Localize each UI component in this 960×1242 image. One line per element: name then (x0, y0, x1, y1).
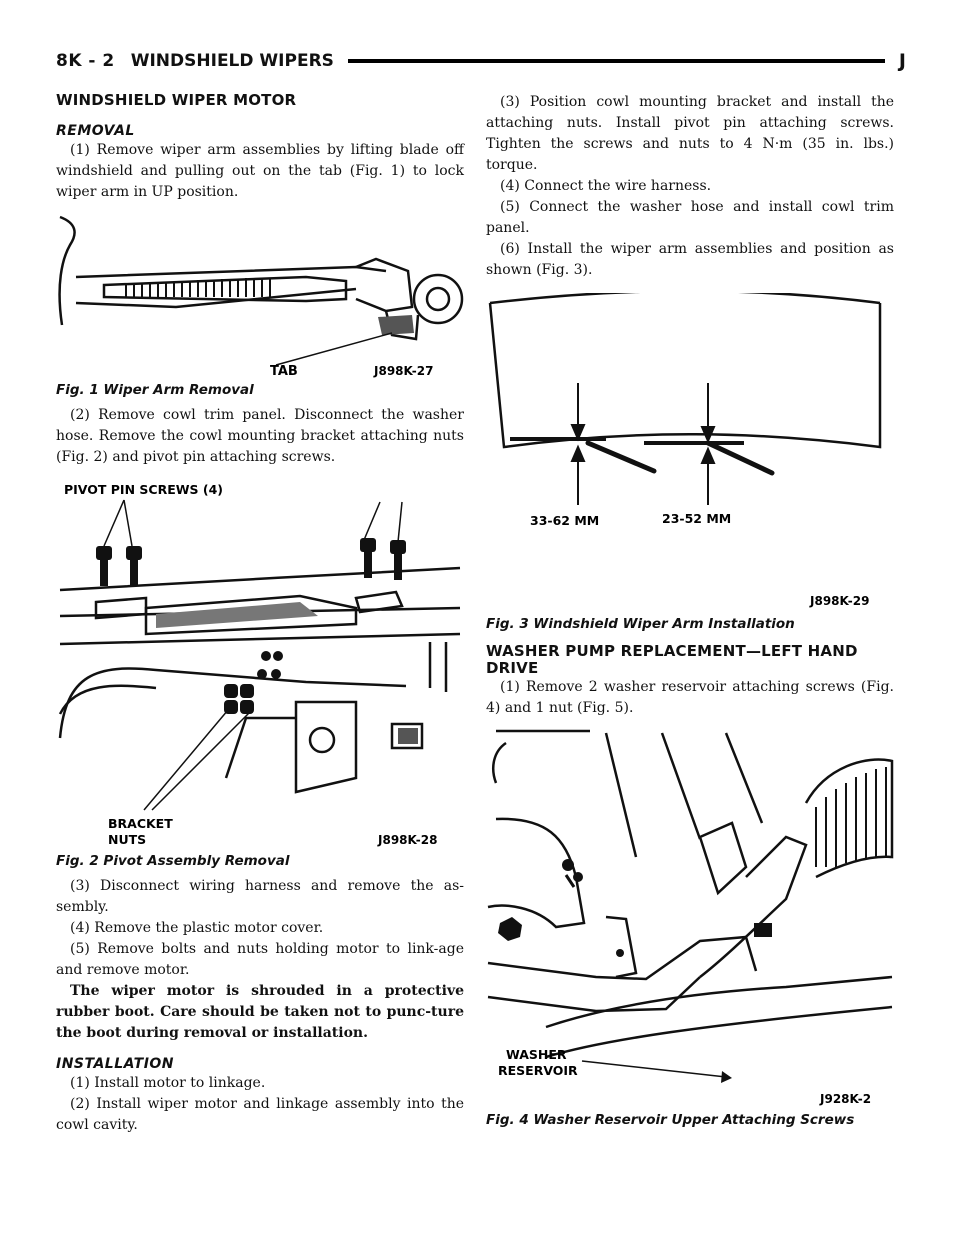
figure-1 (56, 215, 464, 399)
fig2-caption: Fig. 2 Pivot Assembly Removal (56, 853, 290, 869)
install-step-3: (3) Position cowl mounting bracket and install the attaching nuts. Install pivot pin attaching screws. Tighten the screws and nuts to 4 N·m (35 in. lbs.) torque. (486, 94, 894, 173)
install-step-6: (6) Install the wiper arm assemblies and position as shown (Fig. 3). (486, 241, 894, 278)
fig1-caption: Fig. 1 Wiper Arm Removal (56, 382, 254, 398)
left-column (56, 92, 464, 1136)
header-rule (348, 59, 885, 63)
fig2-label-screws: PIVOT PIN SCREWS (4) (64, 482, 224, 497)
right-column (486, 92, 894, 1131)
fig1-code: J898K-27 (374, 364, 434, 378)
wiper-arm-illustration (56, 215, 464, 379)
header-letter: J (898, 50, 906, 72)
install-step-1: (1) Install motor to linkage. (70, 1075, 266, 1091)
washer-step-1: (1) Remove 2 washer reservoir attaching screws (Fig. 4) and 1 nut (Fig. 5). (486, 679, 894, 716)
fig1-label-tab: TAB (270, 364, 298, 379)
fig4-code: J928K-2 (820, 1092, 872, 1106)
install-step-5: (5) Connect the washer hose and install cowl trim panel. (486, 199, 894, 236)
figure-2 (56, 478, 464, 870)
figure-3 (486, 293, 894, 633)
subheading-removal: REMOVAL (56, 123, 135, 139)
removal-step-1: (1) Remove wiper arm assemblies by lifting blade off windshield and pulling out on the tab (Fig. 1) to lock wiper arm in UP position. (56, 142, 464, 200)
wiper-arm-installation-illustration (486, 293, 894, 613)
figure-4 (486, 727, 894, 1129)
fig3-caption: Fig. 3 Windshield Wiper Arm Installation (486, 616, 795, 632)
fig2-label-nuts-1: BRACKET (108, 816, 173, 831)
fig4-caption: Fig. 4 Washer Reservoir Upper Attaching Screws (486, 1112, 855, 1128)
removal-step-2: (2) Remove cowl trim panel. Disconnect the washer hose. Remove the cowl mounting bracket attaching nuts (Fig. 2) and pivot pin attaching screws. (56, 407, 464, 465)
section-title-wiper-motor: WINDSHIELD WIPER MOTOR (56, 91, 297, 109)
section-name: WINDSHIELD WIPERS (130, 51, 334, 71)
pivot-assembly-illustration (56, 478, 464, 850)
removal-step-5: (5) Remove bolts and nuts holding motor to link-age and remove motor. (56, 941, 464, 978)
install-step-2: (2) Install wiper motor and linkage assembly into the cowl cavity. (56, 1096, 464, 1133)
fig3-code: J898K-29 (810, 594, 870, 608)
page-number: 8K - 2 (56, 51, 115, 71)
page-header (56, 46, 906, 76)
fig2-label-nuts-2: NUTS (108, 832, 147, 847)
fig3-label-left: 33-62 MM (530, 513, 600, 528)
section-title-washer-pump-2: DRIVE (486, 659, 539, 677)
removal-step-4: (4) Remove the plastic motor cover. (70, 920, 324, 936)
subheading-installation: INSTALLATION (56, 1056, 175, 1072)
fig2-code: J898K-28 (378, 833, 438, 847)
install-step-4: (4) Connect the wire harness. (500, 178, 712, 194)
fig3-label-right: 23-52 MM (662, 511, 732, 526)
fig4-label-1: WASHER (506, 1047, 567, 1062)
removal-caution-note: The wiper motor is shrouded in a protective rubber boot. Care should be taken not to punc-ture the boot during removal or installation. (56, 983, 464, 1041)
removal-step-3: (3) Disconnect wiring harness and remove the as-sembly. (56, 878, 464, 915)
washer-reservoir-illustration (486, 727, 894, 1109)
fig4-label-2: RESERVOIR (498, 1063, 578, 1078)
section-title-washer-pump-1: WASHER PUMP REPLACEMENT—LEFT HAND (486, 642, 858, 660)
